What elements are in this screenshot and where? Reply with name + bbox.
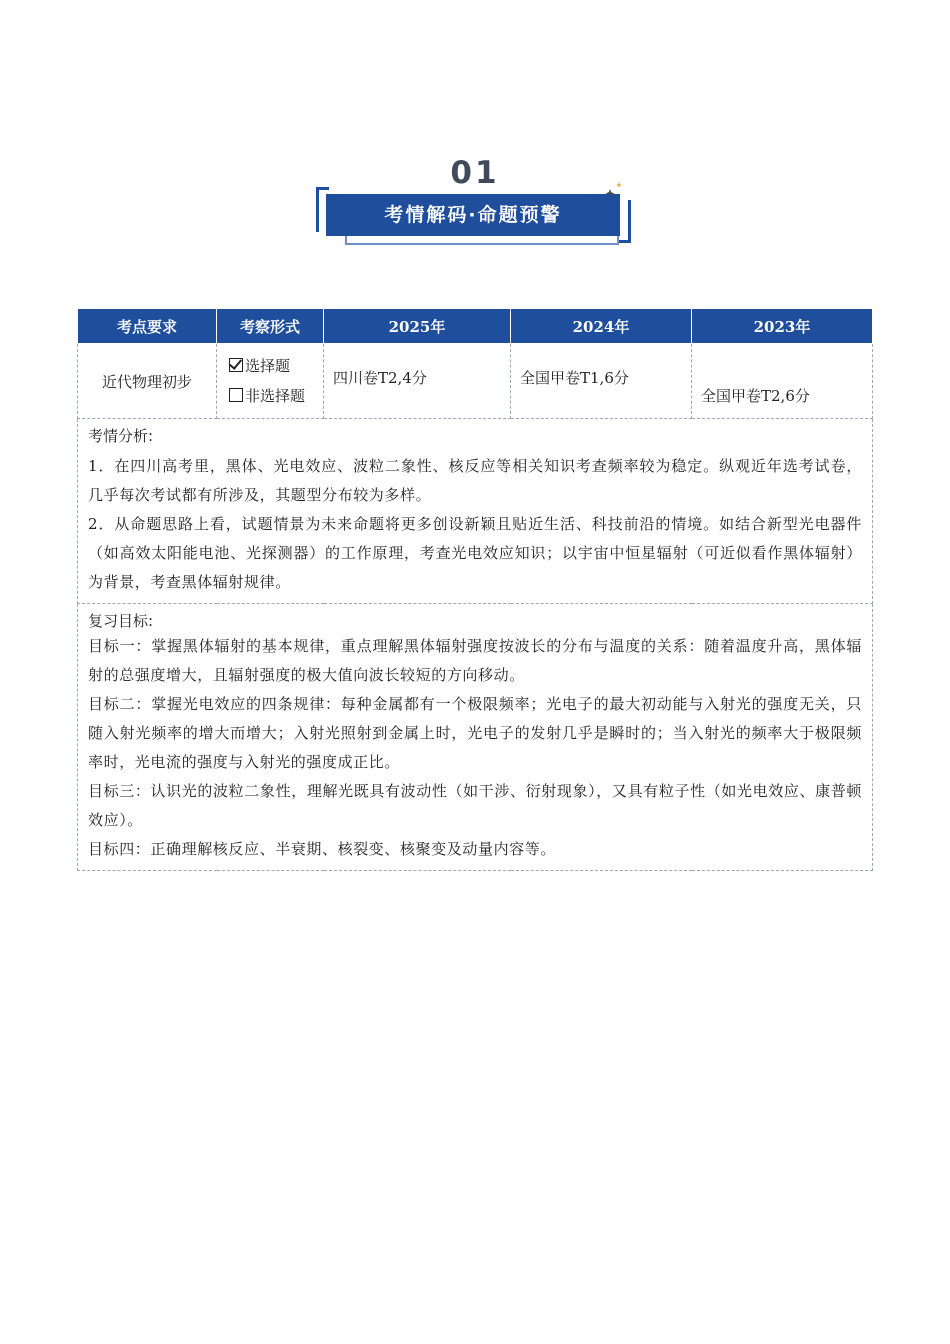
goal-item: 目标三：认识光的波粒二象性，理解光既具有波动性（如干涉、衍射现象），又具有粒子性（如光电效应、康普顿效应）。 (88, 782, 862, 829)
goal-item: 目标二：掌握光电效应的四条规律：每种金属都有一个极限频率；光电子的最大初动能与入射光的强度无关，只随入射光频率的增大而增大；入射光照射到金属上时，光电子的发射几乎是瞬时的；当入射光的频率大于极限频率时，光电流的强度与入射光的强度成正比。 (88, 695, 862, 771)
form-option-choice (229, 351, 323, 381)
analysis-heading: 考情分析: (88, 427, 154, 445)
form-cell (217, 344, 324, 419)
analysis-paragraph: 1．在四川高考里，黑体、光电效应、波粒二象性、核反应等相关知识考查频率较为稳定。纵观近年选考试卷，几乎每次考试都有所涉及，其题型分布较为多样。 (88, 457, 862, 504)
cell-2023: 全国甲卷T2,6分 (692, 344, 873, 419)
goal-item: 目标一：掌握黑体辐射的基本规律，重点理解黑体辐射强度按波长的分布与温度的关系：随着温度升高，黑体辐射的总强度增大，且辐射强度的极大值向波长较短的方向移动。 (88, 637, 862, 684)
header-2023: 2023年 (692, 309, 873, 344)
goal-item: 目标四：正确理解核反应、半衰期、核裂变、核聚变及动量内容等。 (88, 840, 557, 858)
unchecked-box-icon (229, 388, 243, 402)
cell-2025: 四川卷T2,4分 (324, 344, 511, 419)
form-option-label: 非选择题 (245, 387, 306, 405)
header-form: 考察形式 (217, 309, 324, 344)
section-header (0, 0, 950, 260)
header-topic: 考点要求 (78, 309, 217, 344)
header-2024: 2024年 (511, 309, 692, 344)
table-header-row (78, 309, 873, 344)
analysis-row (78, 419, 873, 604)
table-row (78, 344, 873, 419)
goals-cell (78, 604, 873, 871)
checked-box-icon (229, 358, 243, 372)
sparkle-icon (601, 181, 625, 199)
section-title: 考情解码·命题预警 (326, 194, 620, 236)
form-option-label: 选择题 (245, 357, 291, 375)
analysis-paragraph: 2．从命题思路上看，试题情景为未来命题将更多创设新颖且贴近生活、科技前沿的情境。如结合新型光电器件（如高效太阳能电池、光探测器）的工作原理，考查光电效应知识；以宇宙中恒星辐射（可近似看作黑体辐射）为背景，考查黑体辐射规律。 (88, 515, 862, 591)
cell-2024: 全国甲卷T1,6分 (511, 344, 692, 419)
goals-row (78, 604, 873, 871)
form-option-nonchoice (229, 381, 323, 411)
analysis-cell (78, 419, 873, 604)
exam-info-table (77, 308, 873, 871)
header-2025: 2025年 (324, 309, 511, 344)
goals-heading: 复习目标: (88, 612, 154, 630)
section-number: 01 (450, 155, 500, 191)
topic-cell: 近代物理初步 (78, 344, 217, 419)
